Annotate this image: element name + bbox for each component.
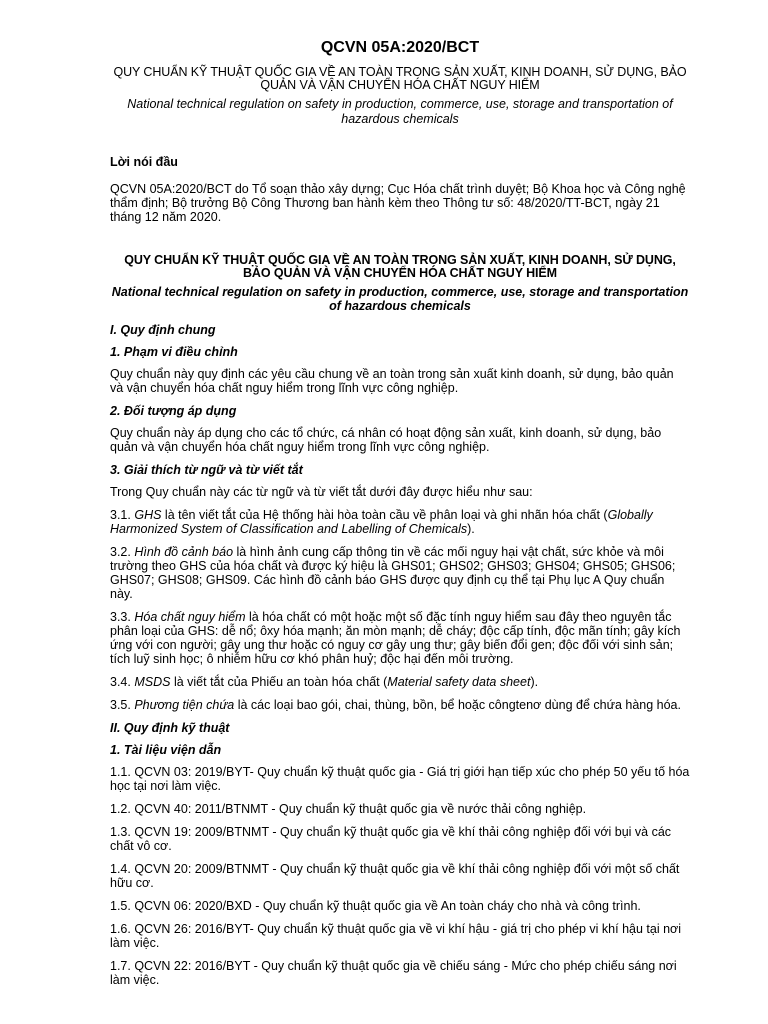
definition-english: Globally Harmonized System of Classification and Labelling of Chemicals — [110, 508, 653, 536]
preface-text: QCVN 05A:2020/BCT do Tổ soạn thảo xây dựng; Cục Hóa chất trình duyệt; Bộ Khoa học và Công nghệ thẩm định; Bộ trưởng Bộ Công Thương ban hành kèm theo Thông tư số: 48/2020/TT-BCT, ngày 21 tháng 12 năm 2020. — [110, 182, 686, 224]
definition-3-5 — [110, 698, 690, 712]
part1-heading: I. Quy định chung — [110, 323, 216, 337]
definition-number: 3.2. — [110, 545, 131, 559]
definition-text: là hình ảnh cung cấp thông tin về các mối nguy hại vật chất, sức khỏe và môi trường theo GHS của hóa chất và được ký hiệu là GHS01; GHS02; GHS03; GHS04; GHS05; GHS06; GHS07; GHS08; GHS09. Các hình đồ cảnh báo GHS được quy định cụ thể tại Phụ lục A Quy chuẩn này. — [110, 545, 676, 601]
section-2-heading: 2. Đối tượng áp dụng — [110, 404, 237, 418]
main-title-en: National technical regulation on safety in production, commerce, use, storage and transportation of hazardous chemicals — [111, 285, 689, 313]
definition-number: 3.5. — [110, 698, 131, 712]
document-title-en: National technical regulation on safety in production, commerce, use, storage and transportation of hazardous chemicals — [127, 97, 673, 126]
definition-3-2 — [110, 545, 690, 601]
document-title-vi: QUY CHUẨN KỸ THUẬT QUỐC GIA VỀ AN TOÀN TRONG SẢN XUẤT, KINH DOANH, SỬ DỤNG, BẢO QUẢN VÀ VẬN CHUYỂN HÓA CHẤT NGUY HIỂM — [113, 65, 687, 92]
reference-item: 1.7. QCVN 22: 2016/BYT - Quy chuẩn kỹ thuật quốc gia về chiếu sáng - Mức cho phép chiếu sáng nơi làm việc. — [110, 959, 677, 987]
section-3-intro: Trong Quy chuẩn này các từ ngữ và từ viết tắt dưới đây được hiểu như sau: — [110, 485, 533, 499]
section-3-heading: 3. Giải thích từ ngữ và từ viết tắt — [110, 463, 303, 477]
section-1-heading: 1. Phạm vi điều chỉnh — [110, 345, 238, 359]
section-1-text: Quy chuẩn này quy định các yêu cầu chung về an toàn trong sản xuất kinh doanh, sử dụng, bảo quản và vận chuyển hóa chất nguy hiểm trong lĩnh vực công nghiệp. — [110, 367, 674, 395]
part2-heading: II. Quy định kỹ thuật — [110, 721, 230, 735]
definition-number: 3.3. — [110, 610, 131, 624]
references-heading: 1. Tài liệu viện dẫn — [110, 743, 222, 757]
definition-3-3 — [110, 610, 690, 666]
definition-term: MSDS — [134, 675, 171, 689]
reference-item: 1.1. QCVN 03: 2019/BYT- Quy chuẩn kỹ thuật quốc gia - Giá trị giới hạn tiếp xúc cho phép 50 yếu tố hóa học tại nơi làm việc. — [110, 765, 690, 793]
section-2-text: Quy chuẩn này áp dụng cho các tổ chức, cá nhân có hoạt động sản xuất, kinh doanh, sử dụng, bảo quản và vận chuyển hóa chất nguy hiểm trong lĩnh vực công nghiệp. — [110, 426, 662, 454]
reference-item: 1.5. QCVN 06: 2020/BXD - Quy chuẩn kỹ thuật quốc gia về An toàn cháy cho nhà và công trình. — [110, 899, 641, 913]
definition-english: Material safety data sheet — [387, 675, 531, 689]
main-title-vi: QUY CHUẨN KỸ THUẬT QUỐC GIA VỀ AN TOÀN TRONG SẢN XUẤT, KINH DOANH, SỬ DỤNG, BẢO QUẢN VÀ VẬN CHUYỂN HÓA CHẤT NGUY HIỂM — [124, 253, 676, 280]
reference-item: 1.6. QCVN 26: 2016/BYT- Quy chuẩn kỹ thuật quốc gia về vi khí hậu - giá trị cho phép vi khí hậu tại nơi làm việc. — [110, 922, 682, 950]
definition-number: 3.4. — [110, 675, 131, 689]
definition-term: GHS — [134, 508, 162, 522]
reference-item: 1.4. QCVN 20: 2009/BTNMT - Quy chuẩn kỹ thuật quốc gia về khí thải công nghiệp đối với một số chất hữu cơ. — [110, 862, 680, 890]
preface-heading: Lời nói đầu — [110, 155, 178, 169]
definition-text: là tên viết tắt của Hệ thống hài hòa toàn cầu về phân loại và ghi nhãn hóa chất ( — [164, 508, 608, 522]
definition-term: Hóa chất nguy hiểm — [134, 610, 246, 624]
definition-number: 3.1. — [110, 508, 131, 522]
reference-item: 1.3. QCVN 19: 2009/BTNMT - Quy chuẩn kỹ thuật quốc gia về khí thải công nghiệp đối với bụi và các chất vô cơ. — [110, 825, 672, 853]
document-code: QCVN 05A:2020/BCT — [320, 39, 480, 56]
definition-text-end: ). — [530, 675, 539, 689]
definition-3-4 — [110, 675, 690, 689]
definition-3-1 — [110, 508, 690, 536]
reference-item: 1.2. QCVN 40: 2011/BTNMT - Quy chuẩn kỹ thuật quốc gia về nước thải công nghiệp. — [110, 802, 587, 816]
definition-term: Phương tiện chứa — [134, 698, 235, 712]
definition-text: là viết tắt của Phiếu an toàn hóa chất ( — [173, 675, 388, 689]
definition-text-end: ). — [467, 522, 475, 536]
definition-text: là các loại bao gói, chai, thùng, bồn, bể hoặc côngtenơ dùng để chứa hàng hóa. — [237, 698, 681, 712]
definition-term: Hình đồ cảnh báo — [134, 545, 234, 559]
definition-text: là hóa chất có một hoặc một số đặc tính nguy hiểm sau đây theo nguyên tắc phân loại của GHS: dễ nổ; ôxy hóa mạnh; ăn mòn mạnh; dễ cháy; độc cấp tính, độc mãn tính; gây kích ứng với con người; gây ung thư hoặc có nguy cơ gây ung thư; gây biến đổi gen; độc đối với sinh sản; tích luỹ sinh học; ô nhiễm hữu cơ khó phân huỷ; độc hại đến môi trường. — [110, 610, 681, 666]
